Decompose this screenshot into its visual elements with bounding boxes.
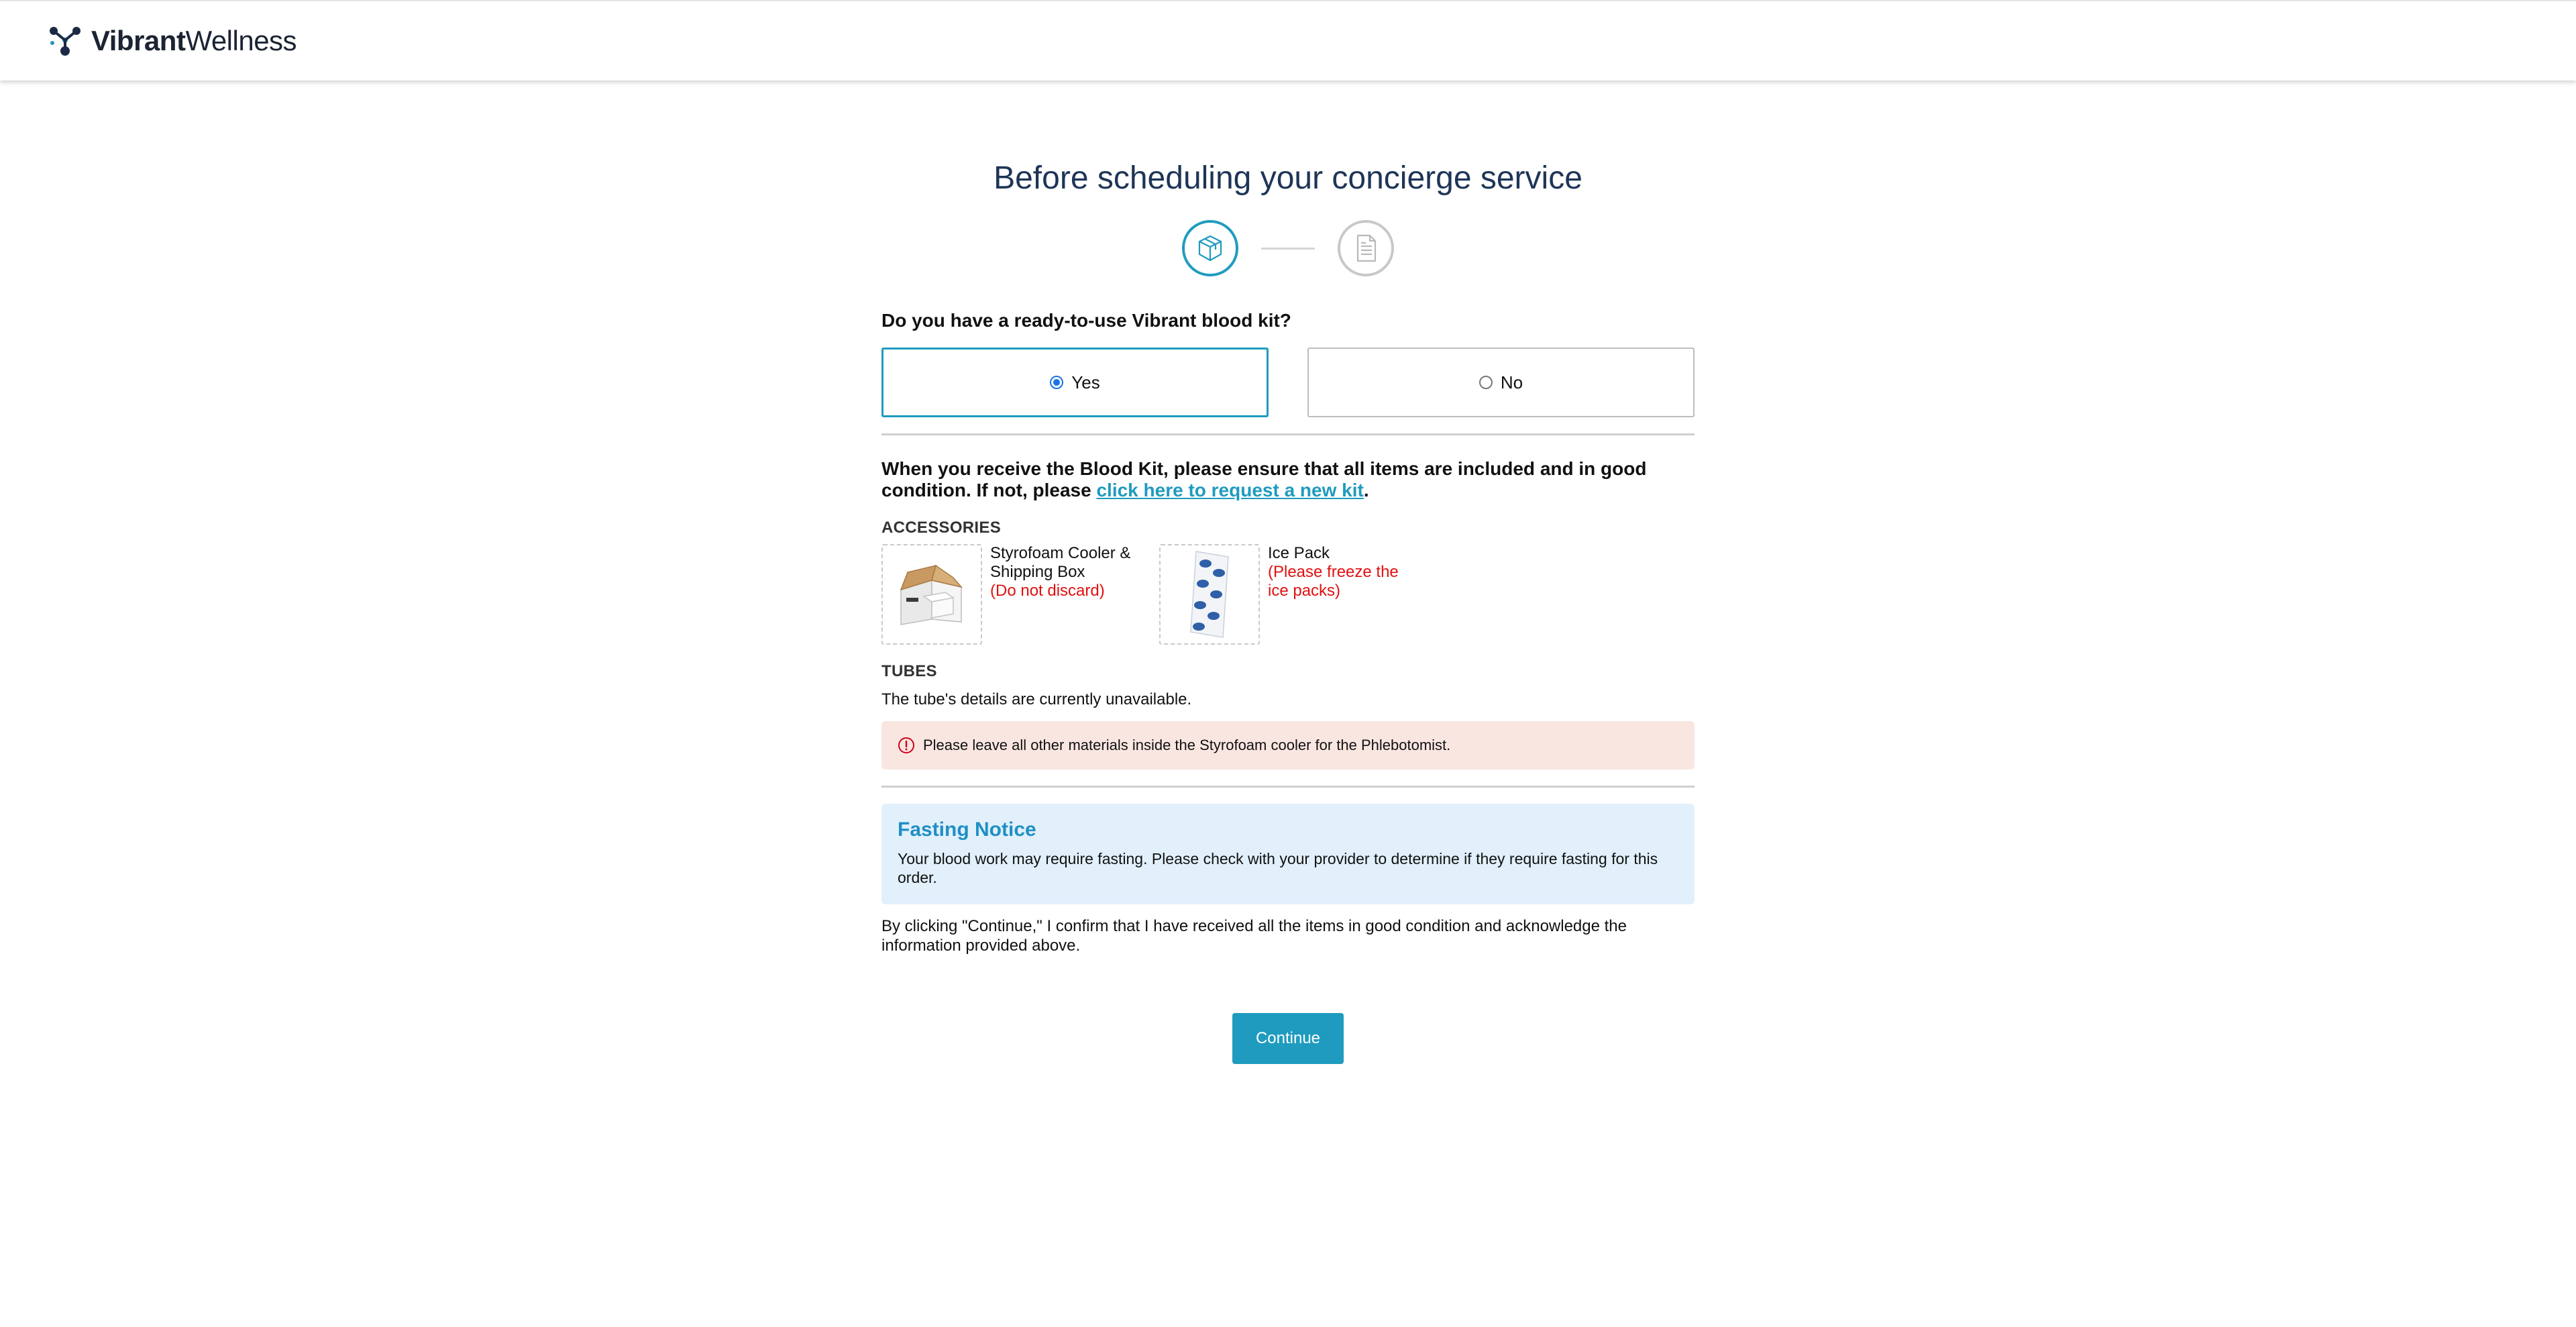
vibrant-logo-icon bbox=[48, 25, 82, 56]
radio-no[interactable] bbox=[1479, 376, 1493, 389]
kit-options bbox=[881, 348, 1695, 417]
cooler-note: (Do not discard) bbox=[990, 582, 1105, 600]
actions bbox=[881, 1013, 1695, 1064]
cooler-box-icon bbox=[892, 558, 972, 631]
step-document bbox=[1338, 220, 1394, 276]
divider bbox=[881, 786, 1695, 788]
alert-circle-icon bbox=[898, 737, 915, 754]
stepper-connector bbox=[1261, 248, 1315, 250]
page-title: Before scheduling your concierge service bbox=[994, 160, 1582, 196]
option-yes[interactable] bbox=[881, 348, 1269, 417]
option-no[interactable] bbox=[1307, 348, 1695, 417]
materials-alert bbox=[881, 721, 1695, 769]
box-icon bbox=[1195, 233, 1225, 263]
cooler-image bbox=[881, 544, 982, 645]
receive-instructions bbox=[881, 458, 1695, 501]
document-icon bbox=[1352, 233, 1379, 263]
fasting-notice-title: Fasting Notice bbox=[898, 818, 1036, 841]
receive-text-before: When you receive the Blood Kit, please ensure that all items are included and in good condition. If not, please bbox=[881, 458, 1647, 500]
stepper bbox=[881, 220, 1695, 276]
confirmation-text: By clicking "Continue," I confirm that I have received all the items in good condition and acknowledge the information provided above. bbox=[881, 917, 1627, 955]
option-no-label: No bbox=[1500, 372, 1523, 392]
continue-button[interactable]: Continue bbox=[1232, 1013, 1344, 1064]
accessories-label: ACCESSORIES bbox=[881, 519, 1002, 537]
accessory-item bbox=[1159, 544, 1437, 645]
tubes-text: The tube's details are currently unavailable. bbox=[881, 690, 1192, 708]
cooler-name: Styrofoam Cooler & Shipping Box bbox=[990, 544, 1131, 581]
ice-pack-note: (Please freeze the ice packs) bbox=[1268, 563, 1399, 600]
receive-text-after: . bbox=[1363, 480, 1369, 500]
ice-pack-name: Ice Pack bbox=[1268, 544, 1330, 562]
alert-text: Please leave all other materials inside the Styrofoam cooler for the Phlebotomist. bbox=[923, 737, 1451, 753]
brand-name-light: Wellness bbox=[185, 25, 297, 56]
step-kit bbox=[1182, 220, 1238, 276]
main-content bbox=[881, 81, 1695, 1064]
radio-yes[interactable] bbox=[1050, 376, 1063, 389]
fasting-notice-text: Your blood work may require fasting. Please check with your provider to determine if they require fasting for this order. bbox=[898, 850, 1658, 886]
accessories-list bbox=[881, 544, 1695, 645]
accessory-item bbox=[881, 544, 1159, 645]
brand-name-bold: Vibrant bbox=[91, 25, 186, 56]
ice-pack-icon bbox=[1176, 547, 1243, 641]
cooler-text bbox=[990, 544, 1138, 645]
ice-pack-image bbox=[1159, 544, 1260, 645]
fasting-notice bbox=[881, 804, 1695, 904]
top-header bbox=[0, 0, 2576, 81]
kit-question: Do you have a ready-to-use Vibrant blood kit? bbox=[881, 310, 1291, 331]
option-yes-label: Yes bbox=[1071, 372, 1100, 392]
brand-logo[interactable] bbox=[48, 25, 297, 57]
divider bbox=[881, 433, 1695, 435]
tubes-label: TUBES bbox=[881, 662, 937, 680]
ice-pack-text bbox=[1268, 544, 1415, 645]
request-new-kit-link[interactable]: click here to request a new kit bbox=[1096, 480, 1364, 500]
brand-name bbox=[91, 25, 297, 57]
